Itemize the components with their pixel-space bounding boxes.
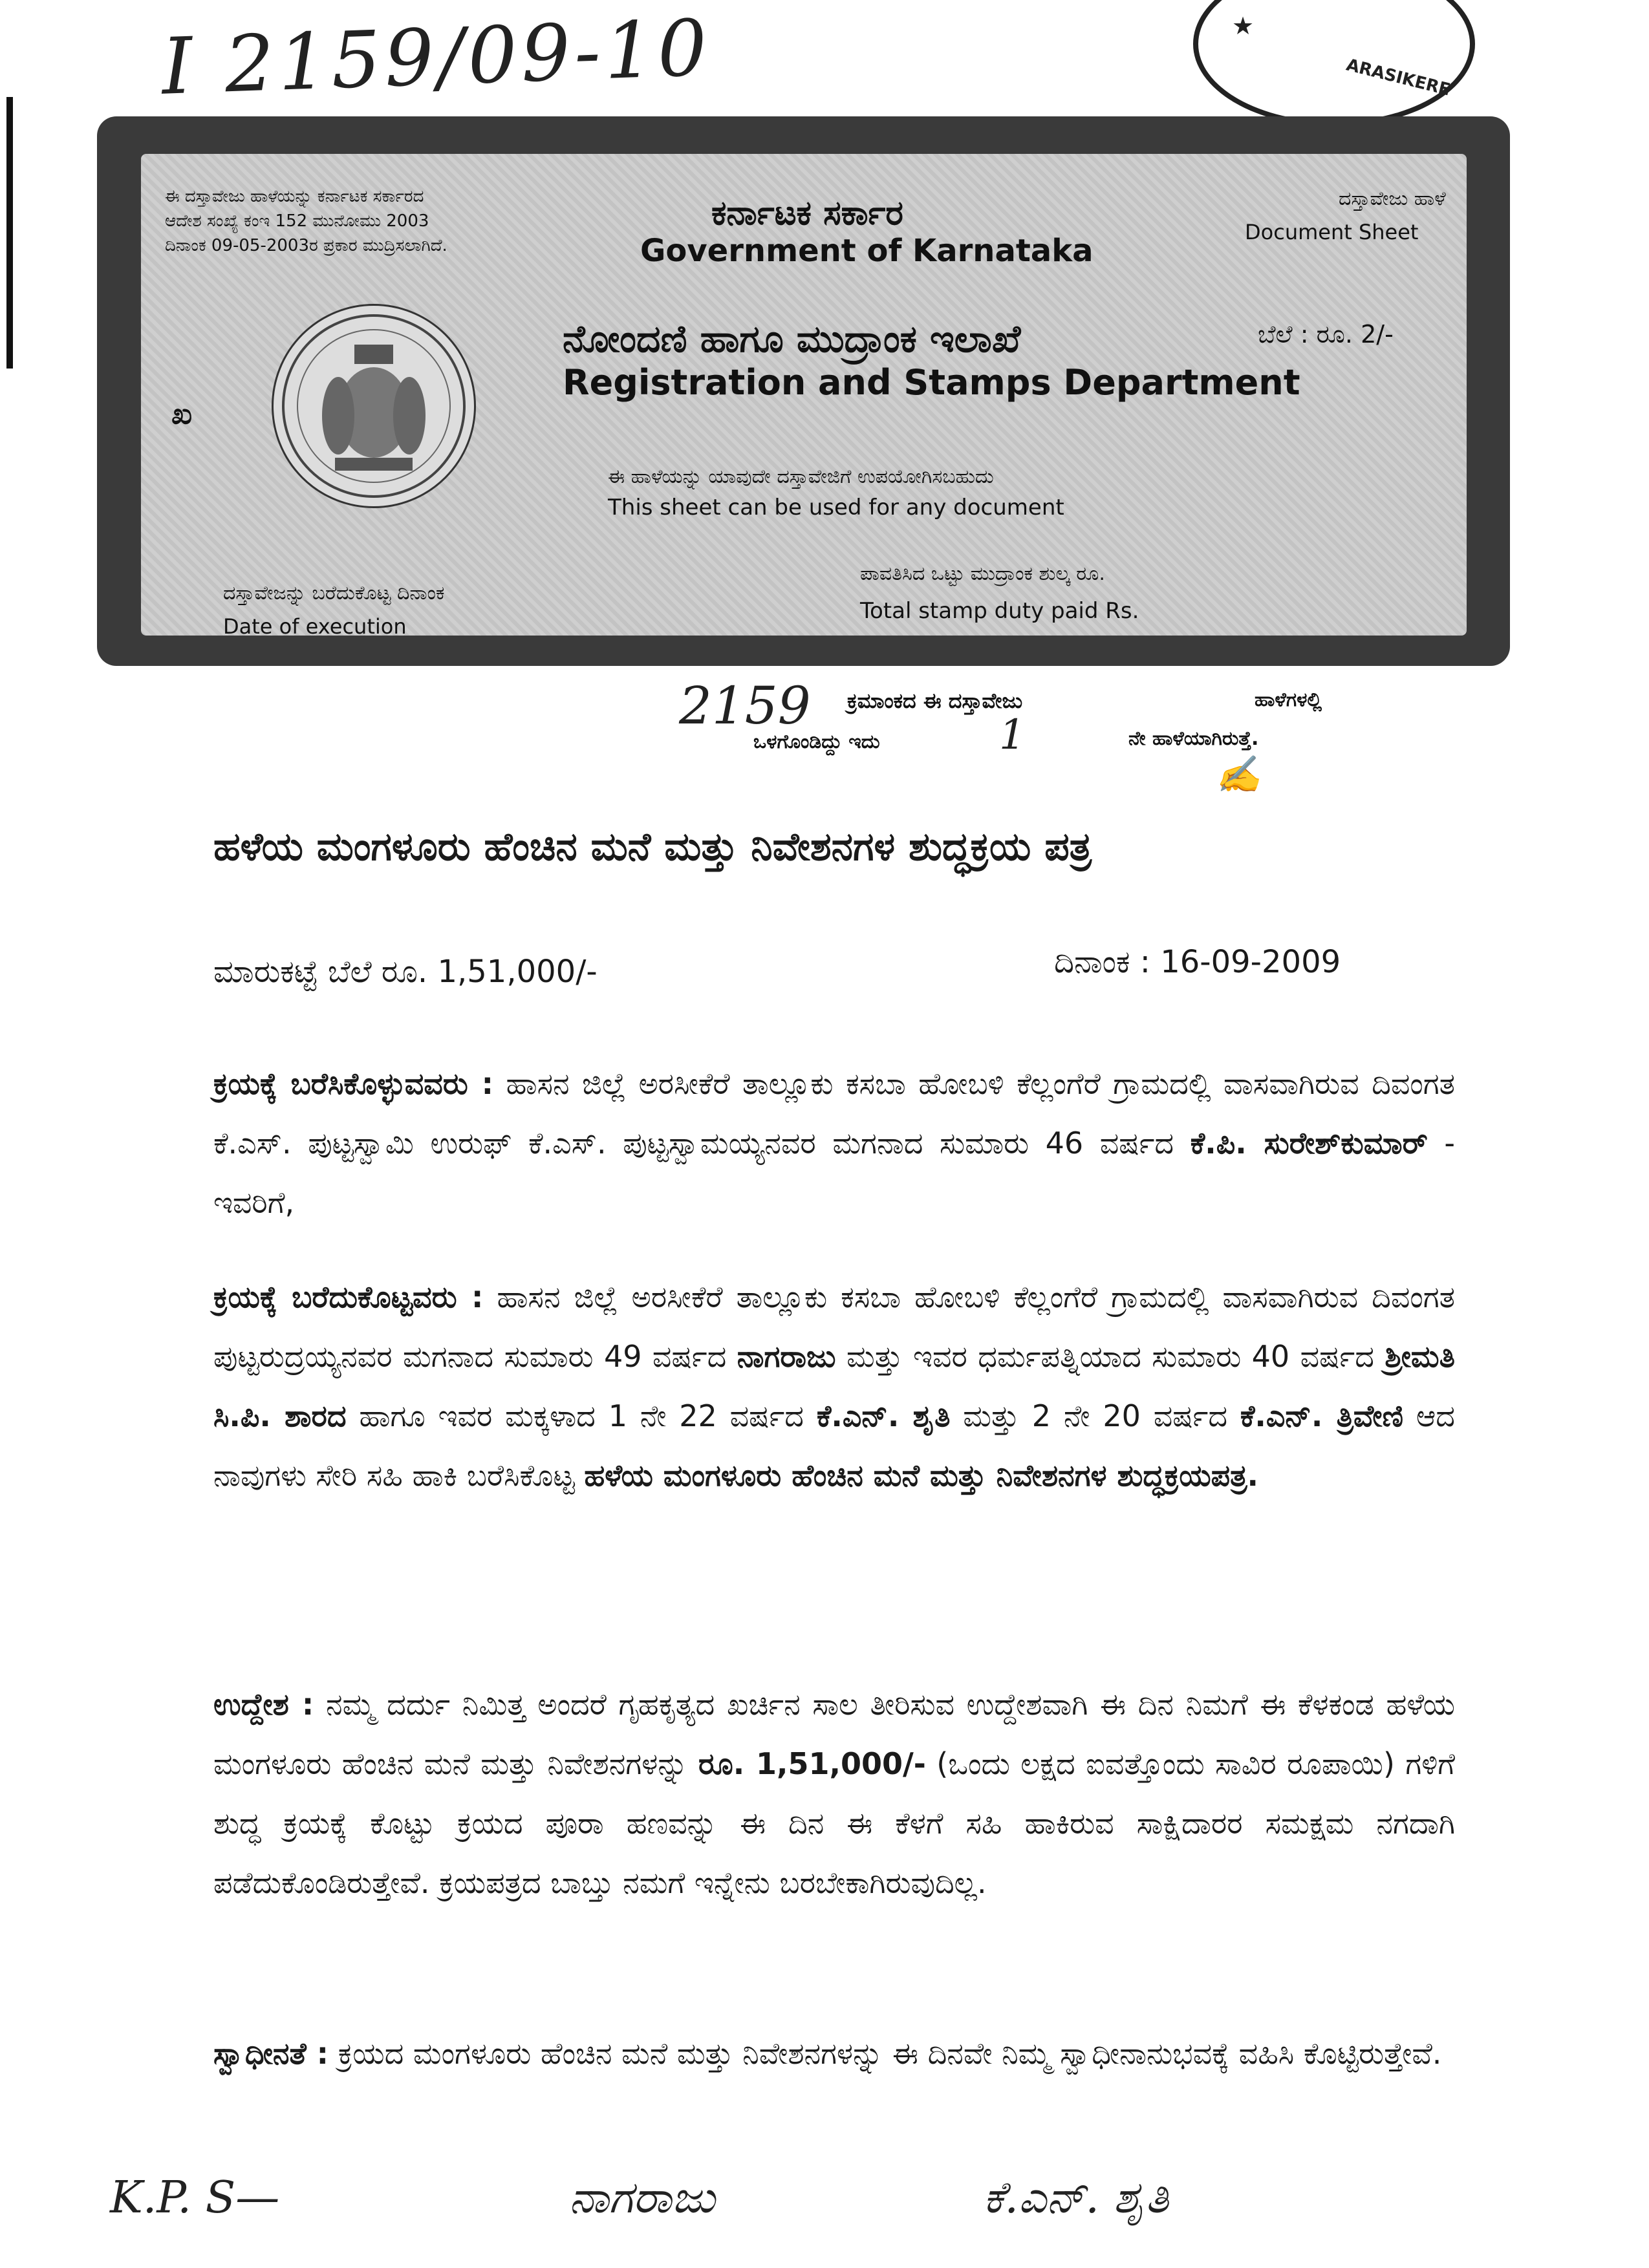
seller-deed-name: ಹಳೆಯ ಮಂಗಳೂರು ಹೆಂಚಿನ ಮನೆ ಮತ್ತು ನಿವೇಶನಗಳ ಶುದ್ಧಕ್ರಯಪತ್ರ. xyxy=(584,1458,1258,1493)
signature-buyer: K.P. S— xyxy=(110,2172,280,2223)
sheet-numbering-line1: ಕ್ರಮಾಂಕದ ಈ ದಸ್ತಾವೇಜು xyxy=(847,689,1023,713)
seller-name-nagaraju: ನಾಗರಾಜು xyxy=(737,1339,836,1374)
seller-text: ಮತ್ತು ಇವರ ಧರ್ಮಪತ್ನಿಯಾದ ಸುಮಾರು 40 ವರ್ಷದ xyxy=(835,1339,1385,1374)
stamp-order-line: ದಿನಾಂಕ 09-05-2003ರ ಪ್ರಕಾರ ಮುದ್ರಿಸಲಾಗಿದೆ. xyxy=(165,236,447,255)
buyer-paragraph xyxy=(213,1054,1455,1232)
deed-title: ಹಳೆಯ ಮಂಗಳೂರು ಹೆಂಚಿನ ಮನೆ ಮತ್ತು ನಿವೇಶನಗಳ ಶುದ್ಧಕ್ರಯ ಪತ್ರ xyxy=(213,824,1092,870)
stamp-duty-label-kannada: ಪಾವತಿಸಿದ ಒಟ್ಟು ಮುದ್ರಾಂಕ ಶುಲ್ಕ ರೂ. xyxy=(860,562,1105,585)
sheet-numbering-line2-end: ನೇ ಹಾಳೆಯಾಗಿರುತ್ತೆ. xyxy=(1128,727,1259,750)
seal-star-icon: ★ xyxy=(1232,12,1255,40)
signature-seller-shruthi: ಕೆ.ಎನ್. ಶೃತಿ xyxy=(983,2172,1169,2223)
stamp-order-text xyxy=(165,184,447,258)
government-name-english: Government of Karnataka xyxy=(640,233,1094,269)
document-sheet-label-english: Document Sheet xyxy=(1245,220,1419,244)
purpose-text-end: (ಒಂದು ಲಕ್ಷದ ಐವತ್ತೊಂದು ಸಾವಿರ ರೂಪಾಯಿ) ಗಳಿಗೆ ಶುದ್ಧ ಕ್ರಯಕ್ಕೆ ಕೊಟ್ಟು ಕ್ರಯದ ಪೂರಾ ಹಣವನ್ನು ಈ ದಿನ ಈ ಕೆಳಗೆ ಸಹಿ ಹಾಕಿರುವ ಸಾಕ್ಷಿದಾರರ ಸಮಕ್ಷಮ ನಗದಾಗಿ ಪಡೆದುಕೊಂಡಿರುತ್ತೇವೆ. ಕ್ರಯಪತ್ರದ ಬಾಬ್ತು ನಮಗೆ ಇನ್ನೇನು ಬರಬೇಕಾಗಿರುವುದಿಲ್ಲ. xyxy=(213,1746,1456,1900)
seller-paragraph xyxy=(213,1267,1455,1505)
purpose-text: ನಮ್ಮ ದರ್ದು ನಿಮಿತ್ತ ಅಂದರೆ ಗೃಹಕೃತ್ಯದ ಖರ್ಚಿನ ಸಾಲ ತೀರಿಸುವ ಉದ್ದೇಶವಾಗಿ ಈ ದಿನ ನಿಮಗೆ ಈ ಕೆಳಕಂಡ ಹಳೆಯ ಮಂಗಳೂರು ಹೆಂಚಿನ ಮನೆ ಮತ್ತು ನಿವೇಶನಗಳನ್ನು xyxy=(213,1687,1455,1781)
buyer-text-end: - ಇವರಿಗೆ, xyxy=(213,1126,1455,1220)
initial-scribble: ✍ xyxy=(1216,754,1261,796)
stamp-duty-label-english: Total stamp duty paid Rs. xyxy=(860,598,1139,624)
department-name-kannada: ನೋಂದಣಿ ಹಾಗೂ ಮುದ್ರಾಂಕ ಇಲಾಖೆ xyxy=(563,317,1021,361)
state-emblem-icon xyxy=(272,304,476,508)
seller-label: ಕ್ರಯಕ್ಕೆ ಬರೆದುಕೊಟ್ಟವರು : xyxy=(213,1279,484,1314)
seller-text: ಆದ ನಾವುಗಳು ಸೇರಿ ಸಹಿ ಹಾಕಿ ಬರೆಸಿಕೊಟ್ಟ xyxy=(213,1398,1455,1493)
usage-note-english: This sheet can be used for any document xyxy=(608,495,1064,520)
buyer-name: ಕೆ.ಪಿ. ಸುರೇಶ್‌ಕುಮಾರ್ xyxy=(1190,1126,1428,1161)
seller-name-shruthi: ಕೆ.ಎನ್. ಶೃತಿ xyxy=(816,1398,951,1433)
deed-date: ದಿನಾಂಕ : 16-09-2009 xyxy=(1054,944,1341,980)
handwritten-registration-number: I 2159/09-10 xyxy=(160,3,713,112)
buyer-text: ಹಾಸನ ಜಿಲ್ಲೆ ಅರಸೀಕೆರೆ ತಾಲ್ಲೂಕು ಕಸಬಾ ಹೋಬಳಿ ಕೆಲ್ಲಂಗೆರೆ ಗ್ರಾಮದಲ್ಲಿ ವಾಸವಾಗಿರುವ ದಿವಂಗತ ಕೆ.ಎಸ್. ಪುಟ್ಟಸ್ವಾಮಿ ಉರುಫ್ ಕೆ.ಎಸ್. ಪುಟ್ಟಸ್ವಾಮಯ್ಯನವರ ಮಗನಾದ ಸುಮಾರು 46 ವರ್ಷದ xyxy=(213,1066,1455,1161)
seller-name-sharada: ಶ್ರೀಮತಿ ಸಿ.ಪಿ. ಶಾರದ xyxy=(213,1339,1455,1433)
seller-text: ಮತ್ತು 2 ನೇ 20 ವರ್ಷದ xyxy=(950,1398,1240,1433)
sheet-price: ಬೆಲೆ : ರೂ. 2/- xyxy=(1258,320,1394,348)
government-name-kannada: ಕರ್ನಾಟಕ ಸರ್ಕಾರ xyxy=(711,194,903,233)
sheet-series-letter: ಖ xyxy=(171,398,193,431)
buyer-label: ಕ್ರಯಕ್ಕೆ ಬರೆಸಿಕೊಳ್ಳುವವರು : xyxy=(213,1066,494,1101)
possession-label: ಸ್ವಾಧೀನತೆ : xyxy=(213,2036,329,2071)
execution-date-label-kannada: ದಸ್ತಾವೇಜನ್ನು ಬರೆದುಕೊಟ್ಟ ದಿನಾಂಕ xyxy=(223,582,445,604)
sheet-handwritten-index: 1 xyxy=(999,711,1026,759)
purpose-label: ಉದ್ದೇಶ : xyxy=(213,1687,314,1722)
possession-paragraph xyxy=(213,2024,1455,2083)
execution-date-label-english: Date of execution xyxy=(223,614,407,639)
sheet-numbering-line1-end: ಹಾಳೆಗಳಲ್ಲಿ xyxy=(1255,689,1322,711)
seller-text: ಹಾಗೂ ಇವರ ಮಕ್ಕಳಾದ 1 ನೇ 22 ವರ್ಷದ xyxy=(346,1398,817,1433)
document-sheet-label-kannada: ದಸ್ತಾವೇಜು ಹಾಳೆ xyxy=(1339,187,1446,210)
seller-name-triveni: ಕೆ.ಎನ್. ತ್ರಿವೇಣಿ xyxy=(1240,1398,1404,1433)
purpose-amount: ರೂ. 1,51,000/- xyxy=(698,1746,926,1781)
possession-text: ಕ್ರಯದ ಮಂಗಳೂರು ಹೆಂಚಿನ ಮನೆ ಮತ್ತು ನಿವೇಶನಗಳನ್ನು ಈ ದಿನವೇ ನಿಮ್ಮ ಸ್ವಾಧೀನಾನುಭವಕ್ಕೆ ವಹಿಸಿ ಕೊಟ್ಟಿರುತ್ತೇವೆ. xyxy=(329,2036,1442,2071)
market-value: ಮಾರುಕಟ್ಟೆ ಬೆಲೆ ರೂ. 1,51,000/- xyxy=(213,954,598,990)
seal-text: ARASIKERE xyxy=(1344,55,1452,100)
seller-text: ಹಾಸನ ಜಿಲ್ಲೆ ಅರಸೀಕೆರೆ ತಾಲ್ಲೂಕು ಕಸಬಾ ಹೋಬಳಿ ಕೆಲ್ಲಂಗೆರೆ ಗ್ರಾಮದಲ್ಲಿ ವಾಸವಾಗಿರುವ ದಿವಂಗತ ಪುಟ್ಟರುದ್ರಯ್ಯನವರ ಮಗನಾದ ಸುಮಾರು 49 ವರ್ಷದ xyxy=(213,1279,1456,1374)
department-name-english: Registration and Stamps Department xyxy=(563,362,1300,403)
stamp-order-line: ಆದೇಶ ಸಂಖ್ಯೆ ಕಂಇ 152 ಮುನೋಮು 2003 xyxy=(165,211,429,231)
sheet-numbering-line2: ಒಳಗೊಂಡಿದ್ದು ಇದು xyxy=(753,731,880,753)
usage-note-kannada: ಈ ಹಾಳೆಯನ್ನು ಯಾವುದೇ ದಸ್ತಾವೇಜಿಗೆ ಉಪಯೋಗಿಸಬಹುದು xyxy=(608,465,994,488)
page-edge-mark xyxy=(6,97,13,369)
purpose-paragraph xyxy=(213,1674,1455,1912)
stamp-order-line: ಈ ದಸ್ತಾವೇಜು ಹಾಳೆಯನ್ನು ಕರ್ನಾಟಕ ಸರ್ಕಾರದ xyxy=(165,187,424,206)
signature-seller-nagaraju: ನಾಗರಾಜು xyxy=(569,2172,715,2223)
sheet-handwritten-number: 2159 xyxy=(679,676,811,736)
